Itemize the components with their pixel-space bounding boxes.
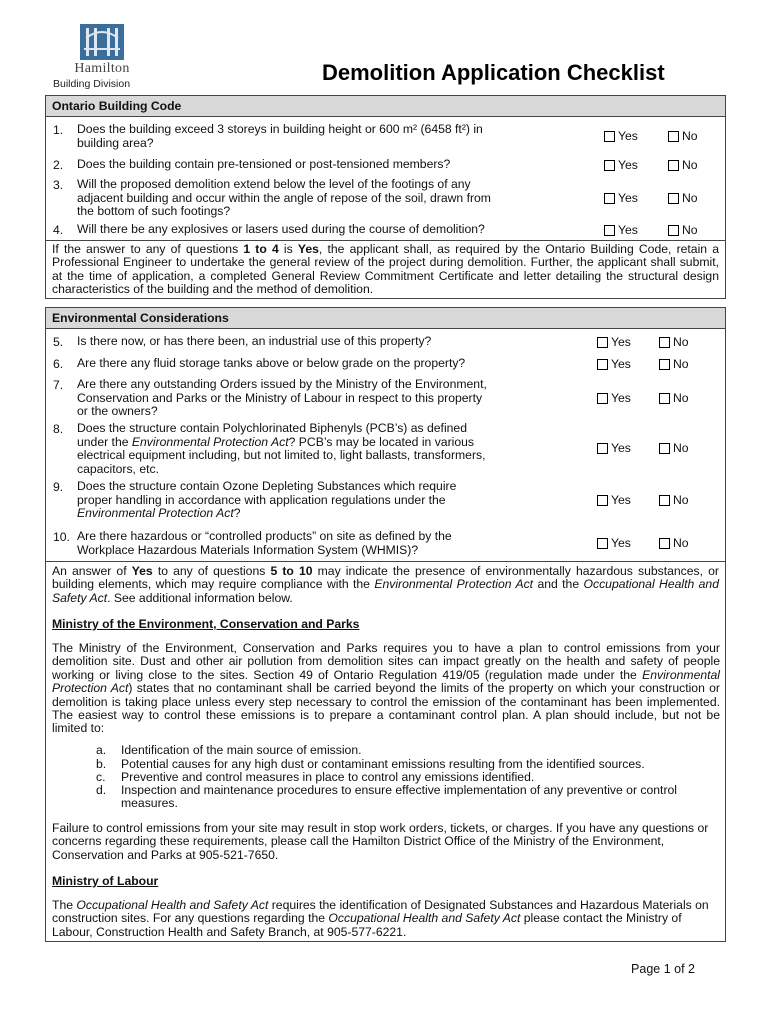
city-logo — [60, 24, 144, 77]
q7-yes-checkbox[interactable]: Yes — [597, 391, 631, 405]
q6-yes-checkbox[interactable]: Yes — [597, 357, 631, 371]
hamilton-crest-icon — [80, 24, 124, 60]
question-9: 9. Does the structure contain Ozone Depleting Substances which require proper handling in accordance with application regulations under the Environmental Protection Act? Yes No — [53, 479, 689, 520]
q6-no-checkbox[interactable]: No — [659, 357, 689, 371]
env-heading: Environmental Considerations — [46, 308, 725, 329]
q8-no-checkbox[interactable]: No — [659, 441, 689, 455]
obc-heading: Ontario Building Code — [46, 96, 725, 117]
obc-section — [45, 95, 726, 299]
question-1: 1. Does the building exceed 3 storeys in building height or 600 m² (6458 ft²) in building area? Yes No — [53, 122, 698, 150]
question-7: 7. Are there any outstanding Orders issued by the Ministry of the Environment, Conservation and Parks or the Ministry of Labour in respect to this property or the owners? Yes No — [53, 377, 689, 418]
division-label: Building Division — [53, 78, 131, 90]
question-10: 10. Are there hazardous or “controlled products” on site as defined by the Workplace Hazardous Materials Information System (WHMIS)? Yes No — [53, 529, 689, 557]
q5-no-checkbox[interactable]: No — [659, 335, 689, 349]
page-number: Page 1 of 2 — [631, 962, 695, 976]
logo-text: Hamilton — [74, 61, 130, 76]
page-title: Demolition Application Checklist — [322, 60, 665, 85]
mecp-paragraph: The Ministry of the Environment, Conservation and Parks requires you to have a plan to control emissions from your demolition site. Dust and other air pollution from demolition sites can impact greatly on the health and safety of people working or living close to the sites. Section 49 of Ontario Regulation 419/05 (regulation made under the Environmental Protection Act) states that no contaminant shall be carried beyond the limits of the property on which your construction or demolition is taking place unless every step necessary to control the emission of the contaminant has been implemented. The easiest way to control these emissions is to prepare a contaminant control plan. A plan should include, but not be limited to: — [52, 641, 720, 736]
question-2: 2. Does the building contain pre-tensioned or post-tensioned members? Yes No — [53, 157, 698, 172]
q4-no-checkbox[interactable]: No — [668, 223, 698, 237]
question-4: 4. Will there be any explosives or lasers used during the course of demolition? Yes No — [53, 222, 698, 237]
question-8: 8. Does the structure contain Polychlorinated Biphenyls (PCB’s) as defined under the Environmental Protection Act? PCB’s may be located in various electrical equipment including, but not limited to, light ballasts, transformers, capacitors, etc. Yes No — [53, 421, 689, 476]
q9-no-checkbox[interactable]: No — [659, 493, 689, 507]
q1-yes-checkbox[interactable]: Yes — [604, 129, 638, 143]
q10-yes-checkbox[interactable]: Yes — [597, 536, 631, 550]
q5-yes-checkbox[interactable]: Yes — [597, 335, 631, 349]
q2-yes-checkbox[interactable]: Yes — [604, 158, 638, 172]
mecp-heading: Ministry of the Environment, Conservation and Parks — [52, 617, 360, 631]
q7-no-checkbox[interactable]: No — [659, 391, 689, 405]
q9-yes-checkbox[interactable]: Yes — [597, 493, 631, 507]
question-6: 6. Are there any fluid storage tanks above or below grade on the property? Yes No — [53, 356, 689, 371]
mol-paragraph: The Occupational Health and Safety Act requires the identification of Designated Substances and Hazardous Materials on construction sites. For any questions regarding the Occupational Health and Safety Act please contact the Ministry of Labour, Construction Health and Safety Branch, at 905-577-6221. — [52, 898, 709, 939]
q2-no-checkbox[interactable]: No — [668, 158, 698, 172]
q8-yes-checkbox[interactable]: Yes — [597, 441, 631, 455]
q4-yes-checkbox[interactable]: Yes — [604, 223, 638, 237]
q3-yes-checkbox[interactable]: Yes — [604, 191, 638, 205]
question-3: 3. Will the proposed demolition extend below the level of the footings of any adjacent building and occur within the angle of repose of the soil, drawn from the bottom of such footings? Yes No — [53, 177, 698, 218]
q1-no-checkbox[interactable]: No — [668, 129, 698, 143]
q10-no-checkbox[interactable]: No — [659, 536, 689, 550]
environmental-section: Environmental Considerations 5. Is there now, or has there been, an industrial use of this property? Yes No 6. Are there any fluid storage tanks above or below grade on the property? Yes No 7. Are there any outstanding Orders issued by the Ministry of the Environment, Conservation and Parks or the Ministry of Labour in respect to this property or the owners? Yes No 8. Does the structure contain Polychlorinated Biphenyls (PCB’s) as defined under the Environmental Protection Act? PCB’s may be located in various electrical equipment including, but not limited to, light ballasts, transformers, capacitors, etc. Yes No 9. Does the structure contain Ozone Depleting Substances which require proper handling in accordance with application regulations under the Environmental Protection Act? Yes No 10. Are there hazardous or “controlled products” on site as defined by the Workplace Hazardous Materials Information System (WHMIS)? Yes No An answer of Yes to any of questions 5 to 10 may indicate the presence of environmentally hazardous substances, or building elements, which may require compliance with the Environmental Protection Act and the Occupational Health and Safety Act. See additional information below. Ministry of the Environment, Conservation and Parks The Ministry of the Environment, Conservation and Parks requires you to have a plan to control emissions from your demolition site. Dust and other air pollution from demolition sites can impact greatly on the health and safety of people working or living close to the sites. Section 49 of Ontario Regulation 419/05 (regulation made under the Environmental Protection Act) states that no contaminant shall be carried beyond the limits of the property on which your construction or demolition is taking place unless every step necessary to control the emission of the contaminant has been implemented. The easiest way to control these emissions is to prepare a contaminant control plan. A plan should include, but not be limited to: a. Identification of the main source of emission. b. Potential causes for any high dust or contaminant emissions resulting from the identified sources. c. Preventive and control measures in place to control any emissions identified. d. Inspection and maintenance procedures to ensure effective implementation of any preventive or control measures. Failure to control emissions from your site may result in stop work orders, tickets, or charges. If you have any questions or concerns regarding these requirements, please call the Hamilton District Office of the Ministry of the Environment, Conservation and Parks at 905-521-7650. Ministry of Labour The Occupational Health and Safety Act requires the identification of Designated Substances and Hazardous Materials on construction sites. For any questions regarding the Occupational Health and Safety Act please contact the Ministry of Labour, Construction Health and Safety Branch, at 905-577-6221. — [45, 307, 726, 942]
question-5: 5. Is there now, or has there been, an industrial use of this property? Yes No — [53, 334, 689, 349]
mol-heading: Ministry of Labour — [52, 874, 159, 888]
obc-note: If the answer to any of questions 1 to 4 is Yes, the applicant shall, as required by the Ontario Building Code, retain a Professional Engineer to undertake the general review of the project during demolition. Further, the applicant shall submit, at the time of application, a completed General Review Commitment Certificate and letter detailing the structural design characteristics of the building and the method of demolition. — [52, 242, 720, 297]
q3-no-checkbox[interactable]: No — [668, 191, 698, 205]
env-note: An answer of Yes to any of questions 5 to 10 may indicate the presence of environmentally hazardous substances, or building elements, which may require compliance with the Environmental Protection Act and the Occupational Health and Safety Act. See additional information below. — [52, 564, 719, 605]
mecp-failure-paragraph: Failure to control emissions from your site may result in stop work orders, tickets, or charges. If you have any questions or concerns regarding these requirements, please call the Hamilton District Office of the Ministry of the Environment, Conservation and Parks at 905-521-7650. — [52, 821, 709, 862]
